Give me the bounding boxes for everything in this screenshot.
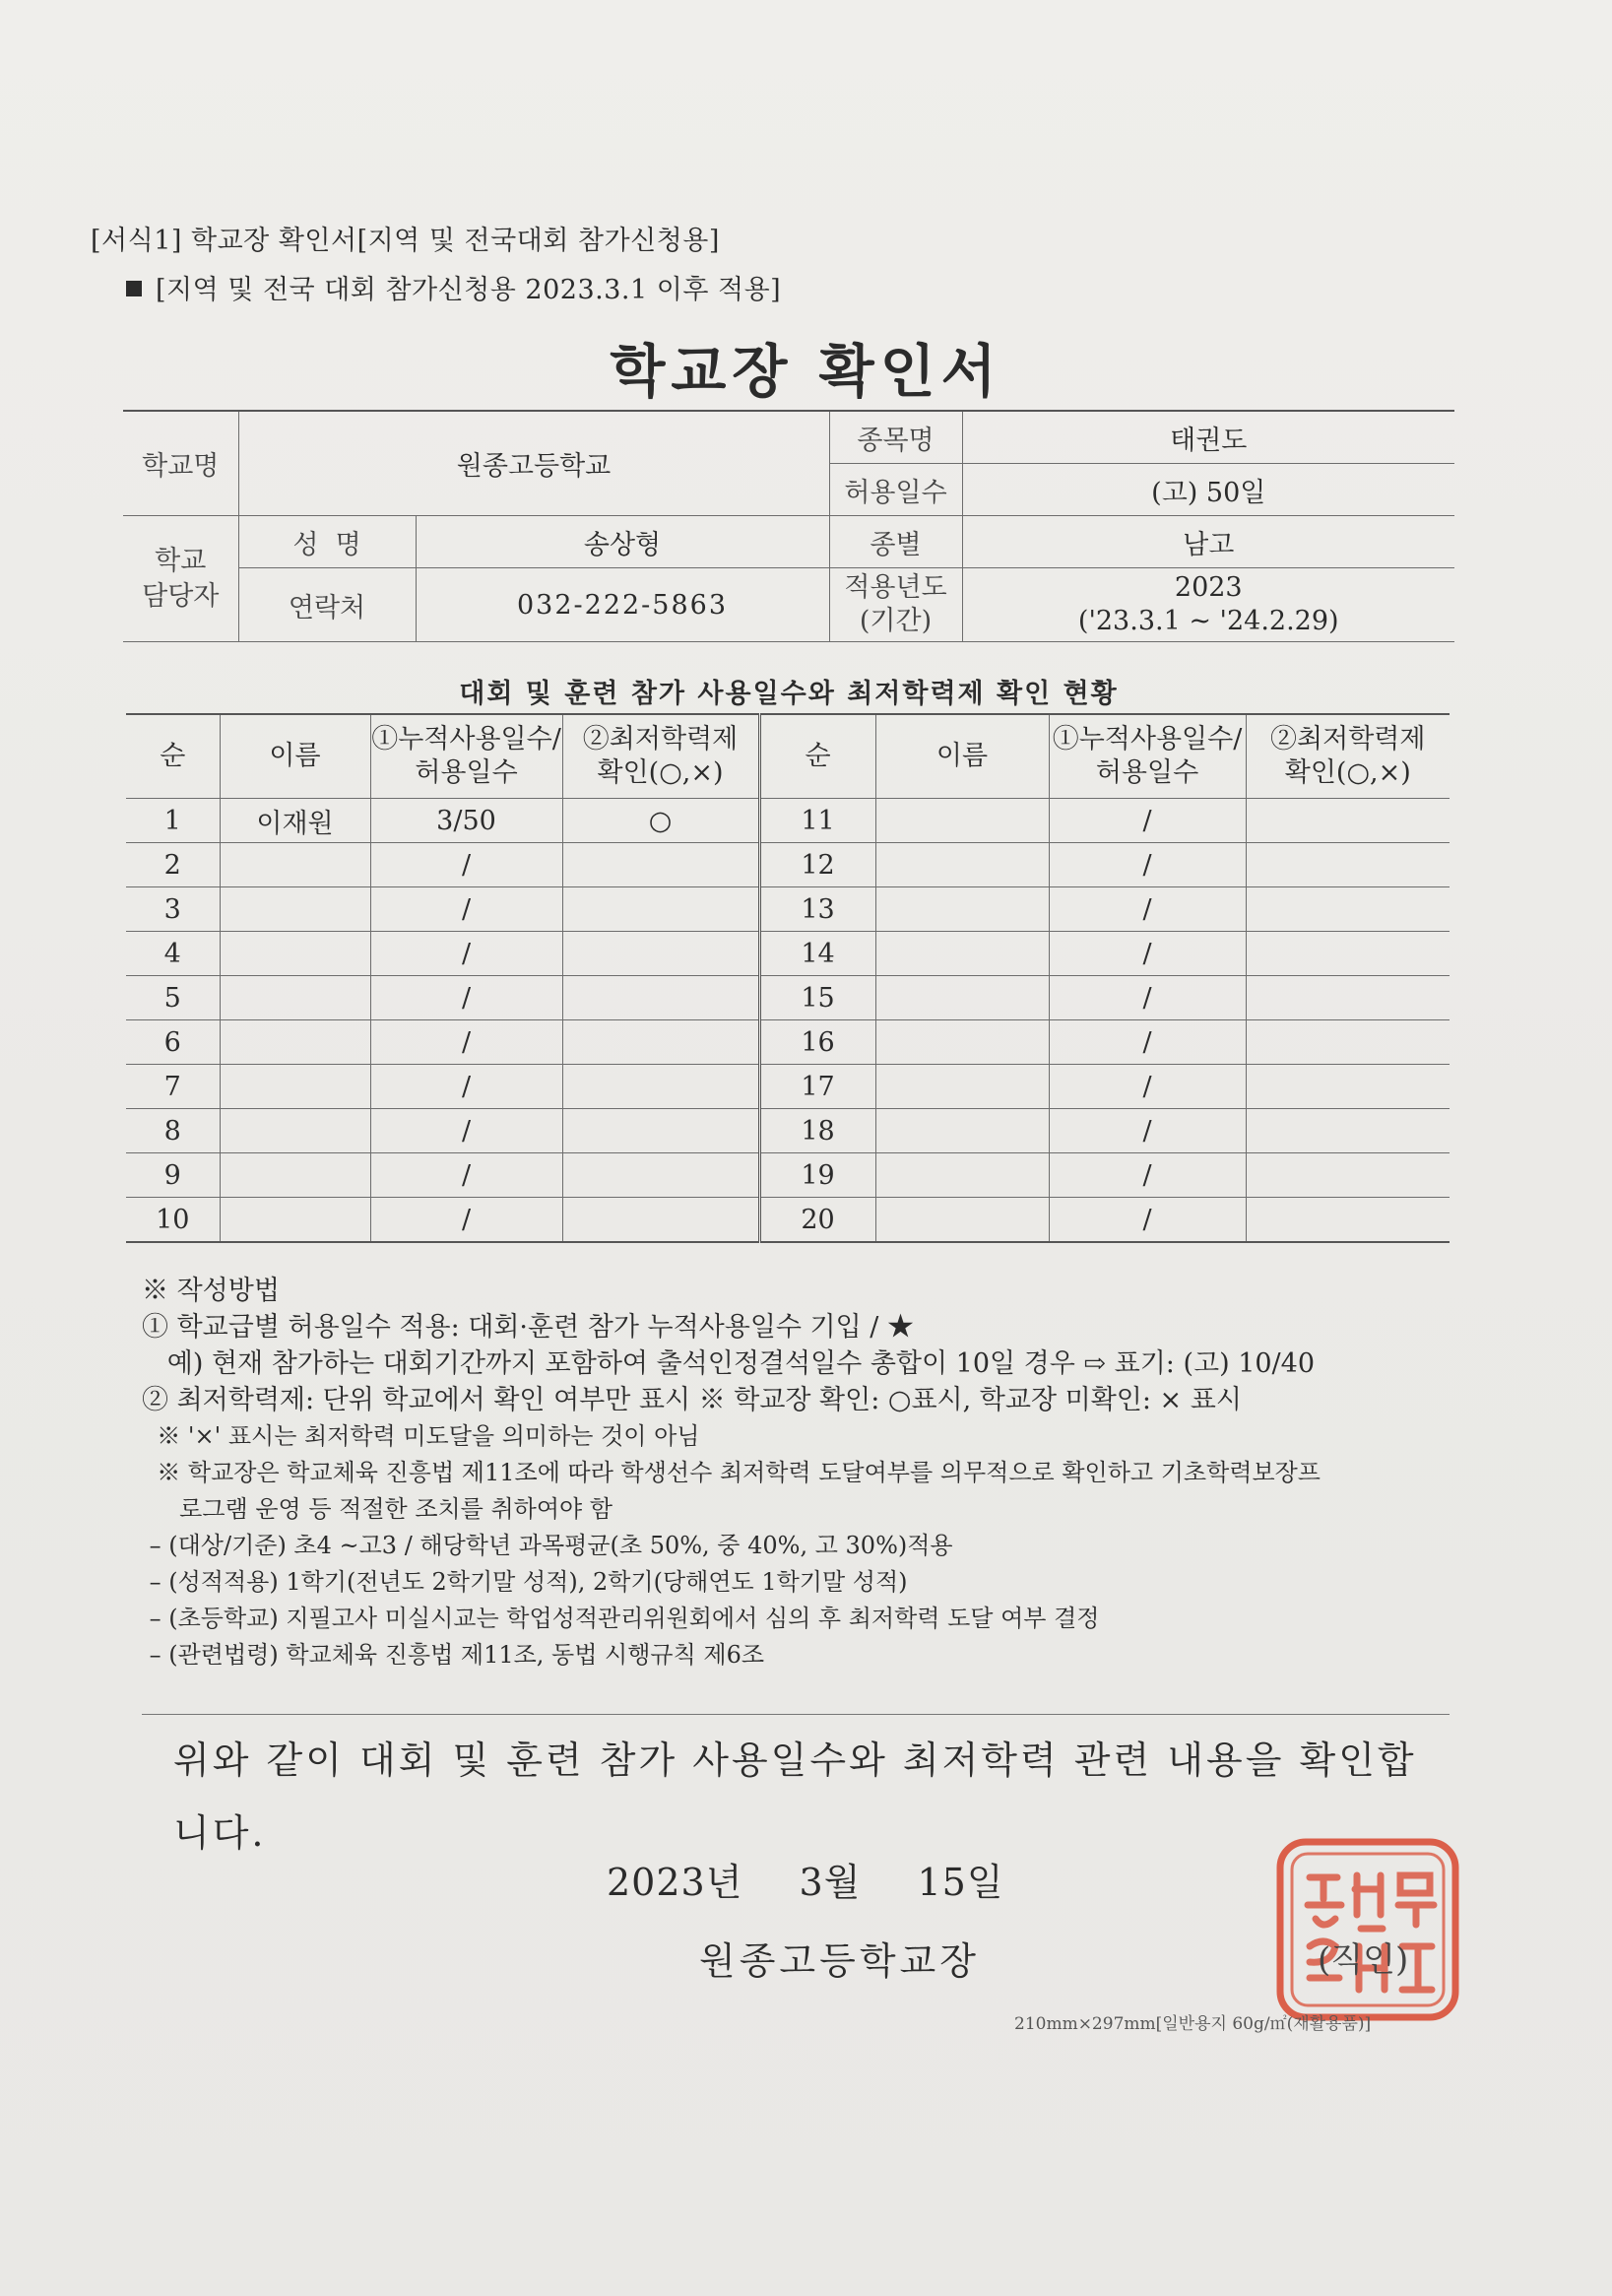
sport-value: 태권도 (962, 411, 1454, 464)
cell-days: / (370, 843, 562, 887)
cell-check (562, 1198, 759, 1243)
cell-check (562, 932, 759, 976)
cell-no: 16 (759, 1020, 875, 1065)
note-line: – (성적적용) 1학기(전년도 2학기말 성적), 2학기(당해연도 1학기말 성적) (142, 1568, 908, 1596)
header-no: 순 (759, 714, 875, 799)
participation-table (126, 713, 1450, 1243)
table-row (126, 1020, 1450, 1065)
name-label: 성 명 (238, 516, 416, 568)
date-day: 15일 (917, 1861, 1004, 1904)
cell-check (1246, 1065, 1450, 1109)
cell-name (220, 932, 370, 976)
cell-days: / (370, 1153, 562, 1198)
cell-name (220, 1153, 370, 1198)
cell-name (875, 1020, 1049, 1065)
cell-days: / (370, 1020, 562, 1065)
official-seal-icon (1270, 1830, 1467, 2027)
header-check: ②최저학력제 확인(○,×) (562, 714, 759, 799)
cell-check (1246, 1198, 1450, 1243)
cell-name (220, 1109, 370, 1153)
cell-days: / (370, 932, 562, 976)
cell-days: / (370, 887, 562, 932)
category-value: 남고 (962, 516, 1454, 568)
note-line: ※ 작성방법 (142, 1276, 280, 1306)
square-bullet-icon (126, 281, 142, 296)
sport-label: 종목명 (829, 411, 962, 464)
info-table (123, 410, 1454, 642)
cell-check (1246, 887, 1450, 932)
school-name: 원종고등학교 (238, 411, 829, 516)
cell-days: / (1049, 1198, 1246, 1243)
cell-check (1246, 1109, 1450, 1153)
table-row (126, 976, 1450, 1020)
table-row (126, 1153, 1450, 1198)
cell-check (1246, 932, 1450, 976)
cell-name (875, 976, 1049, 1020)
table-row (126, 932, 1450, 976)
table-row (126, 1065, 1450, 1109)
paper-spec-footer: 210mm×297mm[일반용지 60g/㎡(재활용품)] (1014, 2014, 1372, 2034)
cell-days: / (370, 1065, 562, 1109)
date-month: 3월 (799, 1861, 862, 1904)
category-label: 종별 (829, 516, 962, 568)
cell-days: / (1049, 976, 1246, 1020)
form-header-line1: [서식1] 학교장 확인서[지역 및 전국대회 참가신청용] (91, 226, 720, 256)
table-caption: 대회 및 훈련 참가 사용일수와 최저학력제 확인 현황 (459, 679, 1119, 709)
note-line: – (초등학교) 지필고사 미실시교는 학업성적관리위원회에서 심의 후 최저학력 도달 여부 결정 (142, 1605, 1100, 1632)
issue-date (607, 1852, 1048, 1906)
cell-check (562, 1109, 759, 1153)
cell-days: / (1049, 1065, 1246, 1109)
note-line: ② 최저학력제: 단위 학교에서 확인 여부만 표시 ※ 학교장 확인: ○표시, 학교장 미확인: × 표시 (142, 1385, 1242, 1415)
contact-name: 송상형 (416, 516, 829, 568)
cell-no: 2 (126, 843, 220, 887)
cell-name (220, 1065, 370, 1109)
cell-check (562, 976, 759, 1020)
cell-no: 13 (759, 887, 875, 932)
cell-no: 9 (126, 1153, 220, 1198)
date-year: 2023년 (607, 1861, 743, 1904)
cell-no: 6 (126, 1020, 220, 1065)
table-row (126, 887, 1450, 932)
form-header-line2 (126, 268, 781, 306)
cell-check (562, 1153, 759, 1198)
cell-name (220, 887, 370, 932)
instructions (142, 1273, 1481, 1673)
allowed-days-label: 허용일수 (829, 464, 962, 516)
note-line: 예) 현재 참가하는 대회기간까지 포함하여 출석인정결석일수 총합이 10일 경우 ⇨ 표기: (고) 10/40 (142, 1348, 1316, 1379)
cell-check (562, 843, 759, 887)
cell-no: 8 (126, 1109, 220, 1153)
year-label: 적용년도 (기간) (829, 568, 962, 642)
seal-label: (직인) (1318, 1940, 1409, 1980)
phone-value: 032-222-5863 (416, 568, 829, 642)
cell-check (1246, 843, 1450, 887)
cell-check (562, 1065, 759, 1109)
note-line: – (관련법령) 학교체육 진흥법 제11조, 동법 시행규칙 제6조 (142, 1641, 765, 1669)
cell-name (875, 887, 1049, 932)
cell-no: 12 (759, 843, 875, 887)
table-header-row (126, 714, 1450, 799)
allowed-days-value: (고) 50일 (962, 464, 1454, 516)
table-row (126, 799, 1450, 843)
cell-name (875, 1198, 1049, 1243)
cell-no: 14 (759, 932, 875, 976)
cell-days: / (1049, 1153, 1246, 1198)
cell-no: 17 (759, 1065, 875, 1109)
cell-check (1246, 1020, 1450, 1065)
cell-name (220, 843, 370, 887)
cell-days: / (1049, 799, 1246, 843)
cell-no: 3 (126, 887, 220, 932)
cell-check (562, 1020, 759, 1065)
cell-no: 5 (126, 976, 220, 1020)
phone-label: 연락처 (238, 568, 416, 642)
cell-name: 이재원 (220, 799, 370, 843)
cell-days: 3/50 (370, 799, 562, 843)
cell-name (875, 932, 1049, 976)
cell-check (1246, 976, 1450, 1020)
document-title: 학교장 확인서 (610, 338, 1002, 405)
cell-no: 11 (759, 799, 875, 843)
note-line: ※ '×' 표시는 최저학력 미도달을 의미하는 것이 아님 (142, 1422, 700, 1450)
cell-days: / (1049, 843, 1246, 887)
cell-name (875, 1109, 1049, 1153)
header-name: 이름 (220, 714, 370, 799)
cell-days: / (1049, 1109, 1246, 1153)
confirmation-statement: 위와 같이 대회 및 훈련 참가 사용일수와 최저학력 관련 내용을 확인합니다. (173, 1738, 1417, 1855)
table-row (126, 1198, 1450, 1243)
cell-no: 20 (759, 1198, 875, 1243)
cell-no: 4 (126, 932, 220, 976)
cell-days: / (1049, 932, 1246, 976)
cell-check (1246, 799, 1450, 843)
school-name-label: 학교명 (123, 411, 238, 516)
cell-name (220, 1020, 370, 1065)
cell-days: / (370, 1198, 562, 1243)
cell-days: / (370, 1109, 562, 1153)
header-days: ①누적사용일수/ 허용일수 (370, 714, 562, 799)
cell-no: 1 (126, 799, 220, 843)
principal-title: 원종고등학교장 (699, 1939, 980, 1983)
cell-check (1246, 1153, 1450, 1198)
header-no: 순 (126, 714, 220, 799)
cell-no: 7 (126, 1065, 220, 1109)
cell-check (562, 887, 759, 932)
note-line: ※ 학교장은 학교체육 진흥법 제11조에 따라 학생선수 최저학력 도달여부를 의무적으로 확인하고 기초학력보장프 (142, 1459, 1321, 1486)
note-line: – (대상/기준) 초4 ~고3 / 해당학년 과목평균(초 50%, 중 40%, 고 30%)적용 (142, 1532, 953, 1559)
table-row (126, 1109, 1450, 1153)
note-line: 로그램 운영 등 적절한 조치를 취하여야 함 (142, 1495, 613, 1523)
cell-days: / (1049, 887, 1246, 932)
header-check: ②최저학력제 확인(○,×) (1246, 714, 1450, 799)
cell-name (220, 976, 370, 1020)
cell-no: 15 (759, 976, 875, 1020)
cell-no: 18 (759, 1109, 875, 1153)
cell-no: 10 (126, 1198, 220, 1243)
cell-days: / (1049, 1020, 1246, 1065)
year-value: 2023 (1174, 572, 1243, 603)
year-cell (962, 568, 1454, 642)
cell-name (875, 1153, 1049, 1198)
cell-name (875, 1065, 1049, 1109)
cell-no: 19 (759, 1153, 875, 1198)
cell-name (220, 1198, 370, 1243)
header-name: 이름 (875, 714, 1049, 799)
period-value: ('23.3.1 ~ '24.2.29) (1077, 606, 1339, 636)
cell-check: ○ (562, 799, 759, 843)
cell-name (875, 799, 1049, 843)
form-header-line2-text: [지역 및 전국 대회 참가신청용 2023.3.1 이후 적용] (156, 275, 782, 305)
note-line: ① 학교급별 허용일수 적용: 대회·훈련 참가 누적사용일수 기입 / ★ (142, 1312, 914, 1343)
header-days: ①누적사용일수/ 허용일수 (1049, 714, 1246, 799)
contact-person-label: 학교 담당자 (123, 516, 238, 642)
table-row (126, 843, 1450, 887)
cell-days: / (370, 976, 562, 1020)
cell-name (875, 843, 1049, 887)
divider (142, 1714, 1450, 1715)
